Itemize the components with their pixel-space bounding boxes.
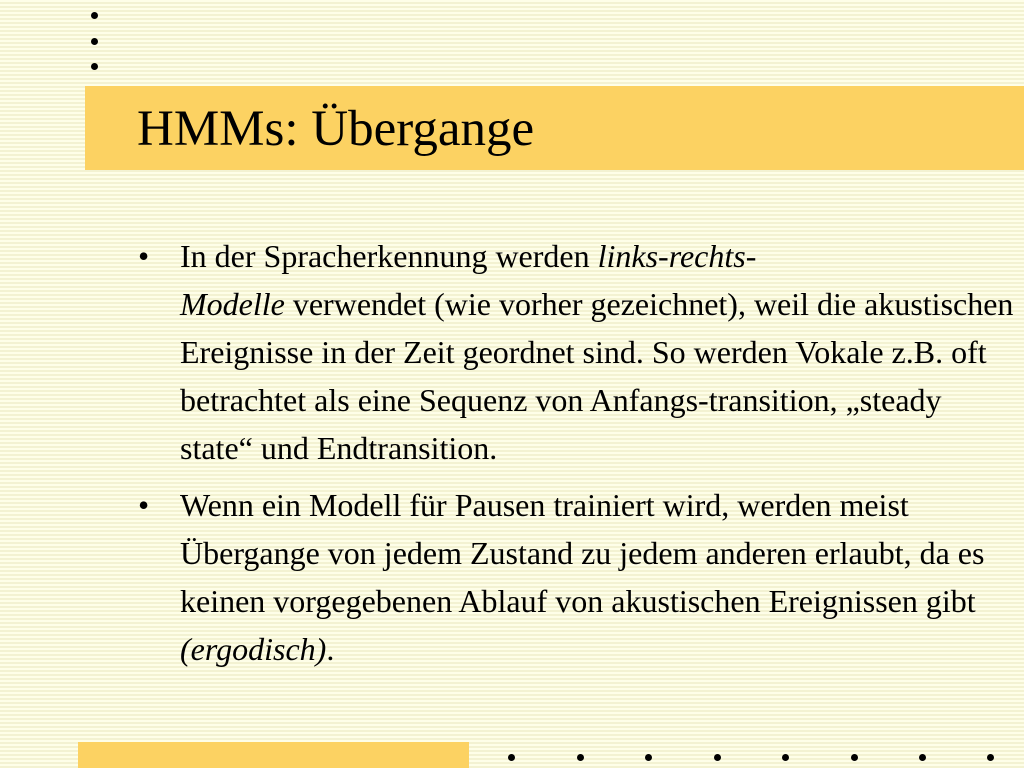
decorative-dot	[91, 38, 98, 45]
decorative-dot	[577, 754, 584, 761]
slide-title: HMMs: Übergange	[137, 101, 535, 157]
bullet-marker: •	[138, 487, 150, 523]
decorative-dot	[919, 754, 926, 761]
bullet-emphasis: Modelle	[180, 286, 285, 322]
decorative-dot	[91, 63, 98, 70]
decorative-dot	[508, 754, 515, 761]
bullet-text: Wenn ein Modell für Pausen trainiert wird, werden meist Übergange von jedem Zustand zu jedem anderen erlaubt, da es keinen vorgegebenen Ablauf von akustischen Ereignissen gibt	[180, 487, 985, 619]
decorative-dot	[851, 754, 858, 761]
decorative-dot	[782, 754, 789, 761]
bullet-list	[138, 232, 1020, 682]
decorative-dot	[91, 12, 98, 19]
decorative-dot	[987, 754, 994, 761]
bullet-text: In der Spracherkennung werden	[180, 238, 598, 274]
bullet-text: verwendet (wie vorher gezeichnet), weil die akustischen Ereignisse in der Zeit geordnet sind. So werden Vokale z.B. oft betrachtet als eine Sequenz von Anfangs-transition, „steady state“ und Endtransition.	[180, 286, 1014, 466]
bullet-emphasis: links-rechts-	[597, 238, 757, 274]
bullet-item	[138, 481, 1020, 673]
footer-bar	[78, 742, 469, 768]
decorative-dot	[645, 754, 652, 761]
bullet-item	[138, 232, 1020, 472]
bullet-marker: •	[138, 238, 150, 274]
bullet-emphasis: (ergodisch)	[180, 631, 327, 667]
bullet-text: .	[326, 631, 335, 667]
decorative-dot	[714, 754, 721, 761]
